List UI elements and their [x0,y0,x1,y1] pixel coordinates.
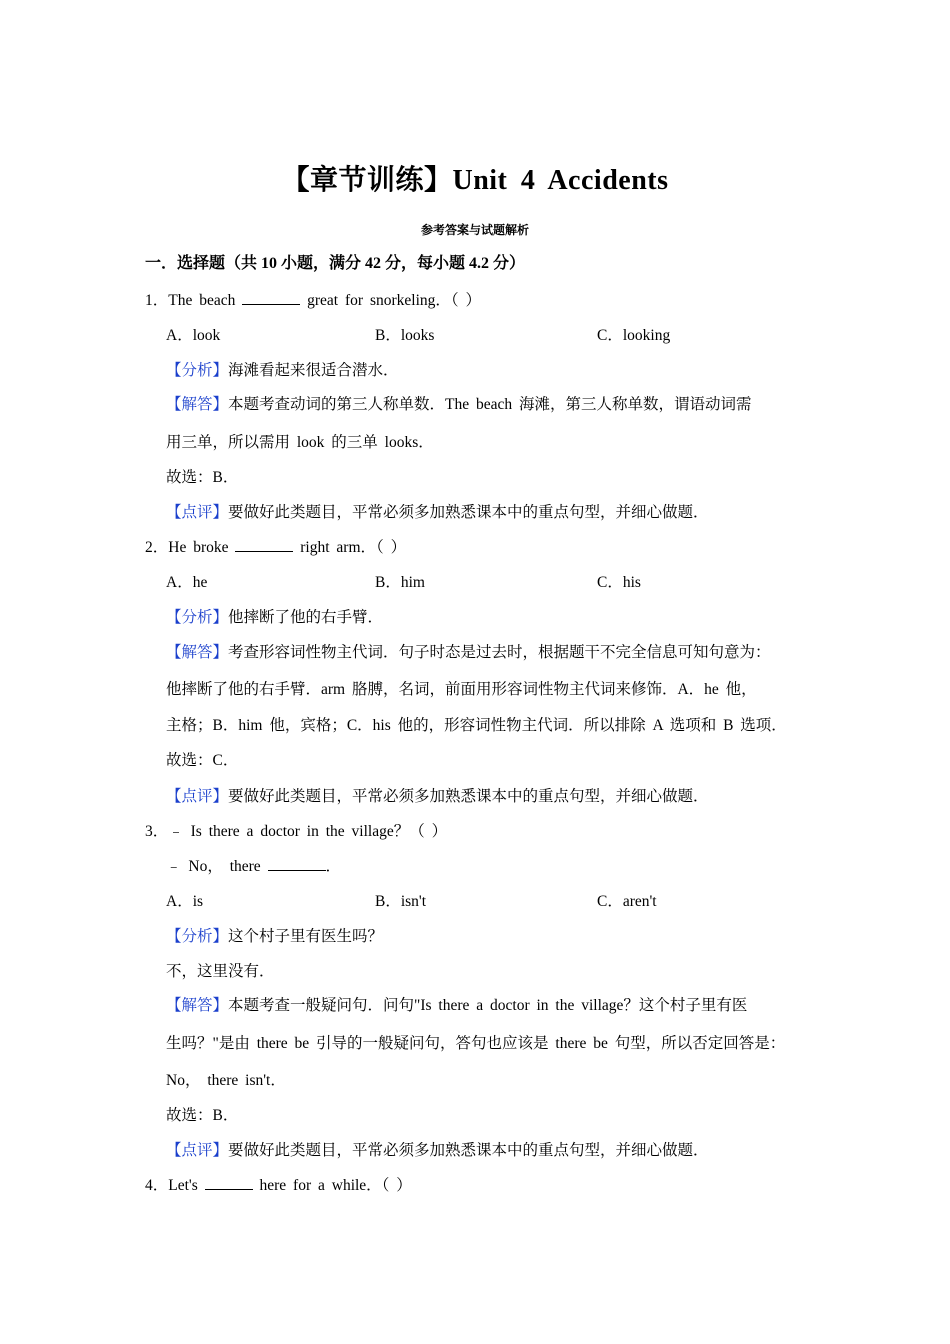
answer-blank [242,292,300,305]
question-1-option-c: C．looking [597,327,671,344]
answer-tag: 【解答】 [166,396,229,413]
analysis-tag: 【分析】 [166,609,229,626]
answer-blank [268,858,326,871]
question-3-answer-line2: 生吗？"是由 there be 引导的一般疑问句，答句也应该是 there be 句型，所以否定回答是： [166,1035,786,1052]
question-3-stem: 3．﹣ Is there a doctor in the village？（ ） [145,823,448,840]
page-title: 【章节训练】Unit 4 Accidents [281,165,669,196]
question-1-comment: 【点评】要做好此类题目，平常必须多加熟悉课本中的重点句型，并细心做题． [166,504,709,521]
comment-tag: 【点评】 [166,1142,229,1159]
question-3-answer: 【解答】本题考查一般疑问句．问句"Is there a doctor in the village？这个村子里有医 [166,997,748,1014]
question-1-choice: 故选：B． [166,469,239,486]
comment-tag: 【点评】 [166,504,229,521]
question-1-answer-line2: 用三单，所以需用 look 的三单 looks． [166,434,434,451]
question-3-answer-line3: No， there isn't． [166,1072,286,1089]
question-1-analysis: 【分析】海滩看起来很适合潜水． [166,362,399,379]
page-subtitle: 参考答案与试题解析 [420,223,529,237]
question-3-reply: ﹣ No， there ． [166,858,342,875]
question-2-option-b: B．him [375,574,425,591]
question-1-stem: 1．The beach great for snorkeling．（ ） [145,292,482,309]
question-2-comment: 【点评】要做好此类题目，平常必须多加熟悉课本中的重点句型，并细心做题． [166,788,709,805]
question-2-stem: 2．He broke right arm．（ ） [145,539,407,556]
question-1-option-a: A．look [166,327,221,344]
question-3-option-b: B．isn't [375,893,427,910]
question-1-option-b: B．looks [375,327,435,344]
comment-tag: 【点评】 [166,788,229,805]
question-3-option-a: A．is [166,893,204,910]
analysis-tag: 【分析】 [166,928,229,945]
question-2-option-a: A．he [166,574,208,591]
analysis-tag: 【分析】 [166,362,229,379]
question-2-choice: 故选：C． [166,752,239,769]
question-3-option-c: C．aren't [597,893,657,910]
question-2-option-c: C．his [597,574,641,591]
question-3-comment: 【点评】要做好此类题目，平常必须多加熟悉课本中的重点句型，并细心做题． [166,1142,709,1159]
question-1-answer: 【解答】本题考查动词的第三人称单数．The beach 海滩，第三人称单数，谓语动词需 [166,396,752,413]
answer-tag: 【解答】 [166,644,229,661]
section-heading: 一．选择题（共 10 小题，满分 42 分，每小题 4.2 分） [145,255,526,272]
answer-blank [235,539,293,552]
question-3-analysis: 【分析】这个村子里有医生吗？ [166,928,384,945]
question-2-answer: 【解答】考查形容词性物主代词．句子时态是过去时，根据题干不完全信息可知句意为： [166,644,771,661]
question-2-answer-line2: 他摔断了他的右手臂．arm 胳膊，名词，前面用形容词性物主代词来修饰．A．he 他， [166,681,757,698]
question-2-answer-line3: 主格；B．him 他，宾格；C．his 他的，形容词性物主代词．所以排除 A 选项和 B 选项． [166,717,787,734]
answer-blank [205,1177,253,1190]
question-4-stem: 4．Let's here for a while．（ ） [145,1177,412,1194]
question-2-analysis: 【分析】他摔断了他的右手臂． [166,609,384,626]
question-3-analysis-line2: 不，这里没有． [166,963,275,980]
answer-tag: 【解答】 [166,997,229,1014]
question-3-choice: 故选：B． [166,1107,239,1124]
